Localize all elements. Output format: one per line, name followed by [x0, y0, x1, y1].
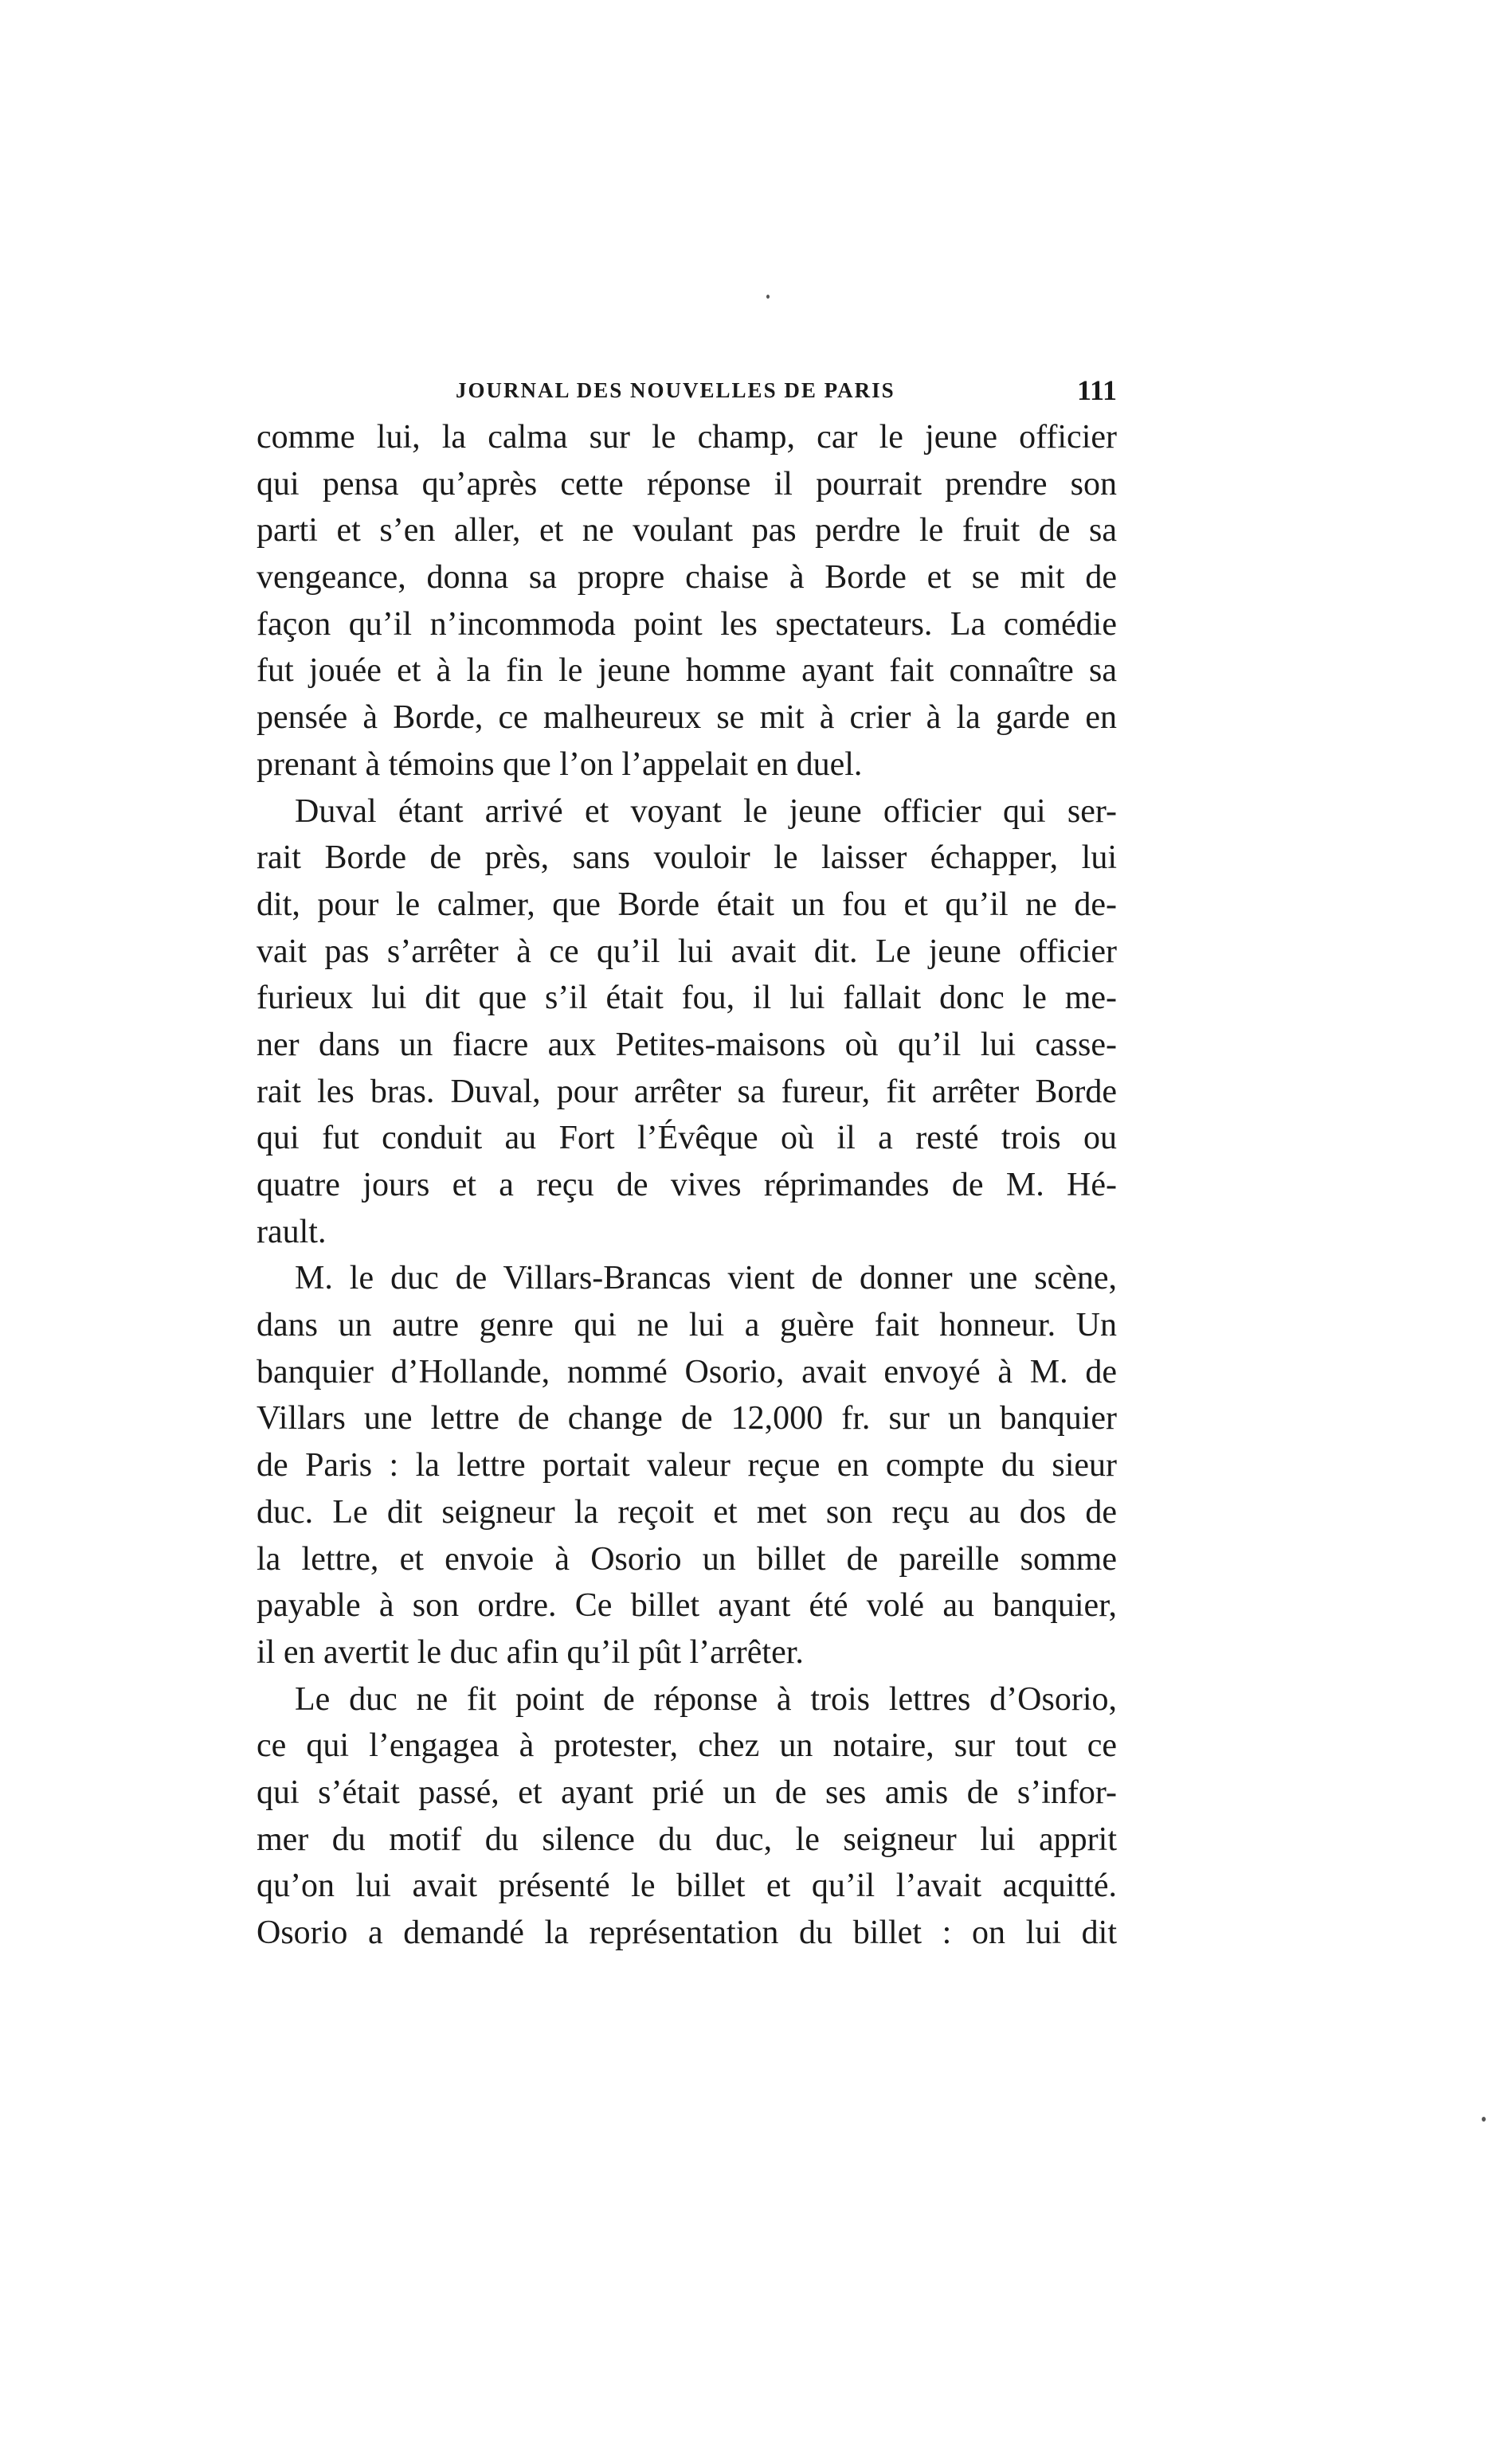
text-line: comme lui, la calma sur le champ, car le jeune officier [257, 419, 1117, 456]
text-line: il en avertit le duc afin qu’il pût l’arrêter. [257, 1633, 804, 1671]
text-line: qui pensa qu’après cette réponse il pourrait prendre son [257, 465, 1117, 503]
paragraph [257, 788, 1117, 1256]
text-line: qui s’était passé, et ayant prié un de ses amis de s’infor- [257, 1774, 1117, 1811]
body-text [257, 414, 1117, 1957]
text-line: Le duc ne fit point de réponse à trois lettres d’Osorio, [295, 1680, 1117, 1718]
text-line: fut jouée et à la fin le jeune homme ayant fait connaître sa [257, 652, 1117, 690]
text-line: ce qui l’engagea à protester, chez un notaire, sur tout ce [257, 1727, 1117, 1765]
text-line: banquier d’Hollande, nommé Osorio, avait envoyé à M. de [257, 1353, 1117, 1390]
text-line: prenant à témoins que l’on l’appelait en duel. [257, 745, 863, 783]
text-line: rait Borde de près, sans vouloir le laisser échapper, lui [257, 839, 1117, 877]
text-line: Duval étant arrivé et voyant le jeune officier qui ser- [295, 792, 1117, 830]
text-line: payable à son ordre. Ce billet ayant été volé au banquier, [257, 1587, 1117, 1625]
paragraph [257, 1676, 1117, 1957]
text-line: de Paris : la lettre portait valeur reçue en compte du sieur [257, 1447, 1117, 1484]
text-line: quatre jours et a reçu de vives réprimandes de M. Hé- [257, 1167, 1117, 1203]
text-line: façon qu’il n’incommoda point les spectateurs. La comédie [257, 605, 1117, 643]
text-line: M. le duc de Villars-Brancas vient de donner une scène, [295, 1260, 1117, 1297]
text-line: duc. Le dit seigneur la reçoit et met son reçu au dos de [257, 1493, 1117, 1531]
running-title: JOURNAL DES NOUVELLES DE PARIS [456, 378, 895, 402]
text-line: ner dans un fiacre aux Petites-maisons où qu’il lui casse- [257, 1026, 1117, 1063]
text-line: Villars une lettre de change de 12,000 fr. sur un banquier [257, 1400, 1117, 1437]
text-line: pensée à Borde, ce malheureux se mit à crier à la garde en [257, 699, 1117, 737]
paragraph [257, 414, 1117, 788]
text-line: dit, pour le calmer, que Borde était un fou et qu’il ne de- [257, 886, 1117, 923]
text-line: furieux lui dit que s’il était fou, il lui fallait donc le me- [257, 980, 1117, 1017]
text-line: dans un autre genre qui ne lui a guère fait honneur. Un [257, 1307, 1117, 1344]
text-line: mer du motif du silence du duc, le seigneur lui apprit [257, 1821, 1117, 1858]
text-line: rault. [257, 1213, 327, 1250]
text-line: rait les bras. Duval, pour arrêter sa fureur, fit arrêter Borde [257, 1073, 1117, 1110]
paragraph [257, 1255, 1117, 1676]
page-number: 111 [1076, 374, 1117, 406]
running-header [456, 371, 1117, 409]
text-line: vait pas s’arrêter à ce qu’il lui avait dit. Le jeune officier [257, 933, 1117, 970]
scan-speck [766, 295, 770, 299]
text-line: Osorio a demandé la représentation du billet : on lui dit [257, 1914, 1117, 1951]
text-line: parti et s’en aller, et ne voulant pas perdre le fruit de sa [257, 512, 1117, 550]
text-line: qui fut conduit au Fort l’Évêque où il a resté trois ou [257, 1120, 1117, 1157]
text-line: la lettre, et envoie à Osorio un billet de pareille somme [257, 1540, 1117, 1578]
text-line: qu’on lui avait présenté le billet et qu’il l’avait acquitté. [257, 1868, 1117, 1905]
text-line: vengeance, donna sa propre chaise à Borde et se mit de [257, 559, 1117, 596]
scan-speck [1482, 2117, 1486, 2122]
